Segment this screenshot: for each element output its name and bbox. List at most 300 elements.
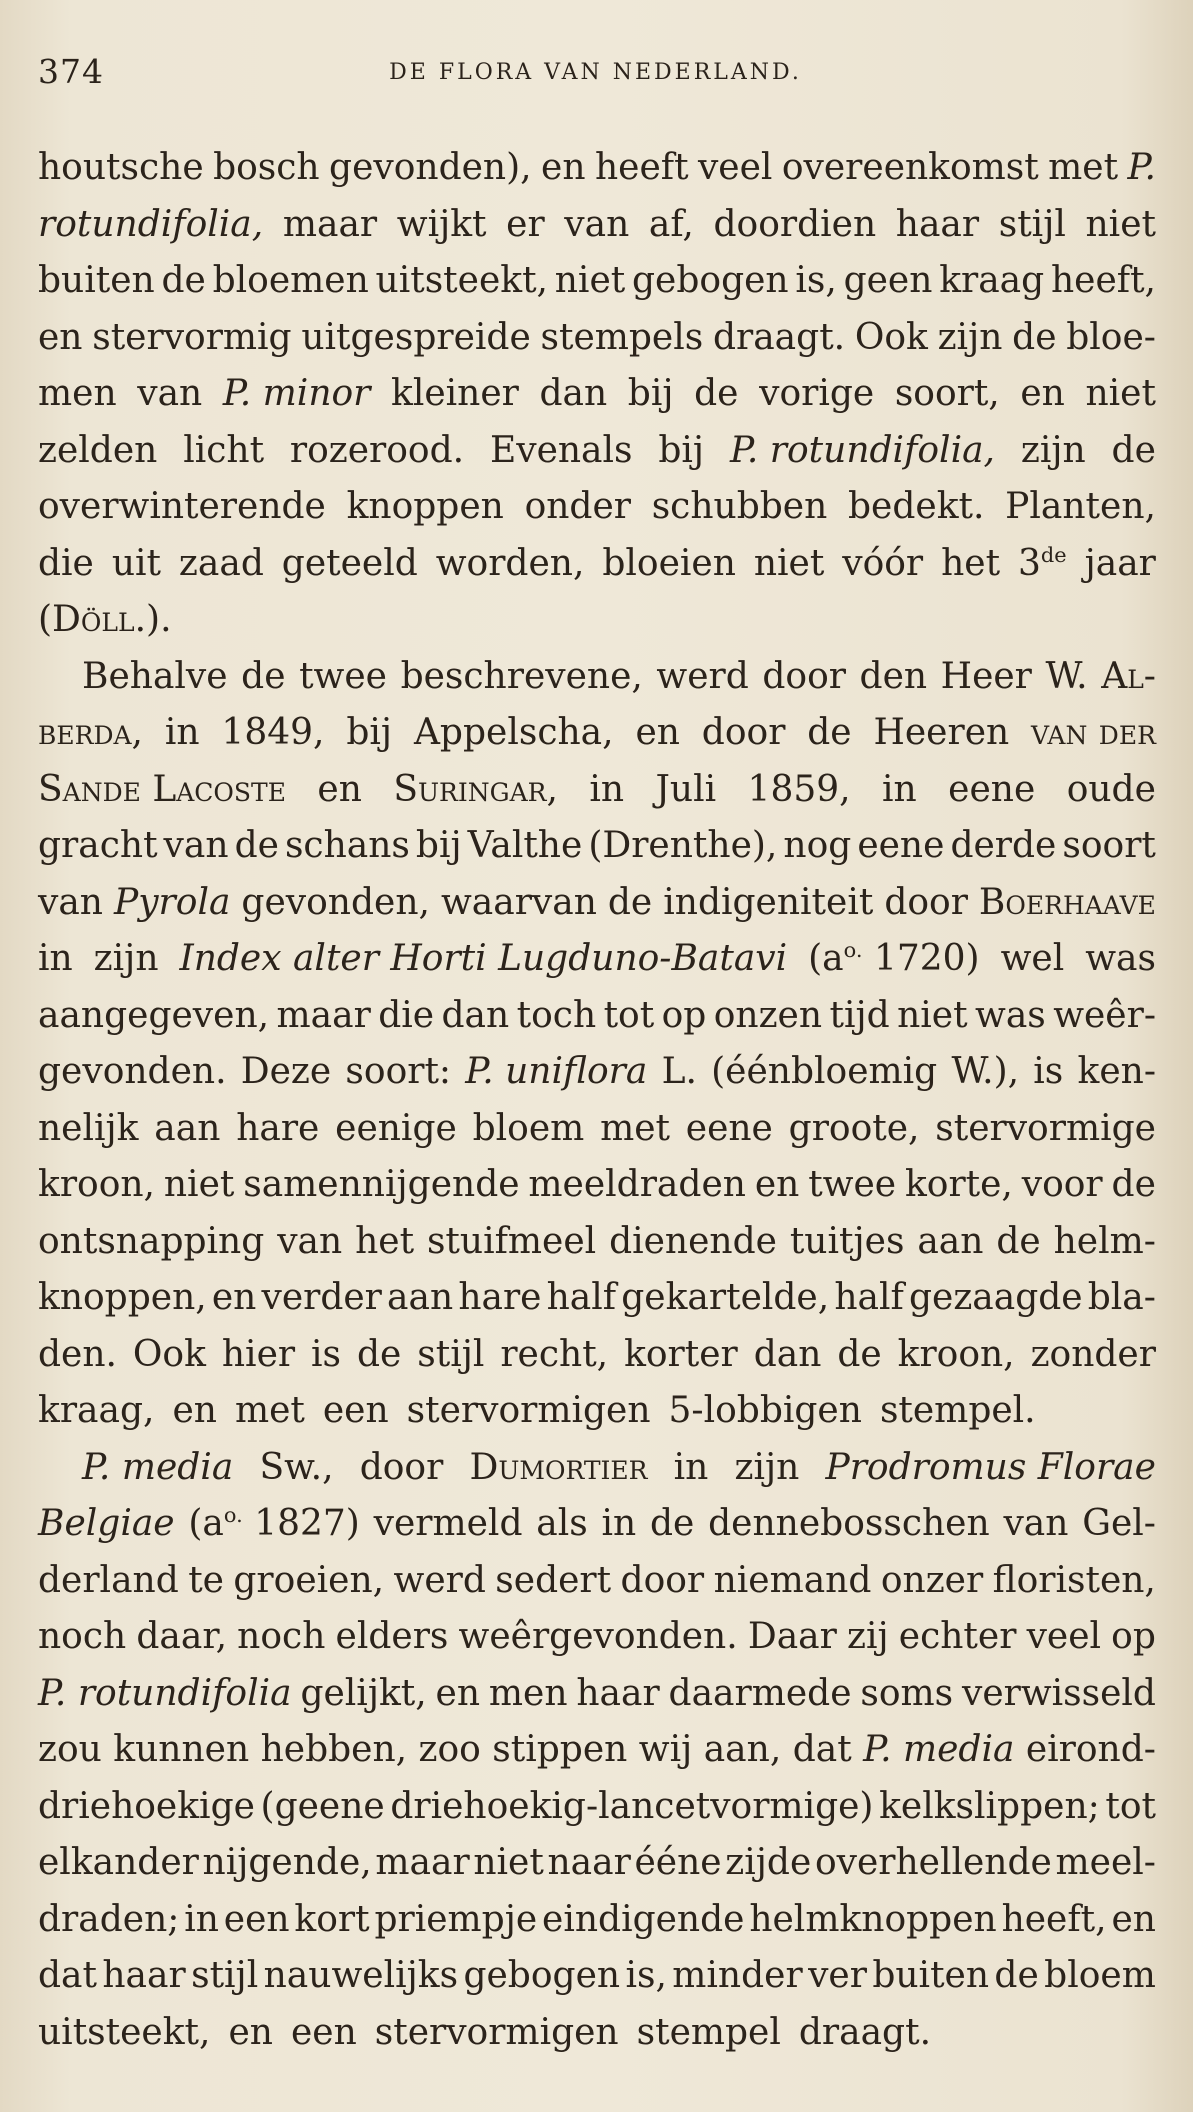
- word: de: [356, 1333, 402, 1375]
- word: niet: [753, 542, 825, 584]
- text-line: [38, 1779, 1156, 1836]
- text-line: [38, 1948, 1156, 2005]
- word: sedert: [495, 1559, 612, 1601]
- word: knoppen: [346, 486, 504, 527]
- word: weêr-: [1053, 994, 1156, 1036]
- word: gevonden,: [241, 881, 430, 923]
- text-line: [38, 988, 1156, 1045]
- word: veel: [697, 147, 773, 188]
- word: dan: [539, 373, 608, 414]
- word: maar: [276, 994, 371, 1036]
- word: den: [859, 655, 928, 697]
- word: daar,: [136, 1616, 228, 1657]
- word: Juli: [655, 768, 717, 810]
- word: de: [1111, 429, 1156, 471]
- word: ver: [808, 1955, 867, 1996]
- word: is,: [795, 260, 837, 301]
- word: beschrevene,: [400, 655, 643, 697]
- word: zij: [846, 1616, 889, 1657]
- word: priempje: [374, 1898, 538, 1940]
- text-line: [38, 1044, 1156, 1101]
- word: bloe-: [1066, 316, 1156, 358]
- word: Heeren: [873, 712, 1010, 753]
- word: eirond-: [1025, 1729, 1156, 1770]
- word: eene: [685, 1107, 773, 1149]
- word: er: [506, 203, 545, 245]
- word: te: [188, 1559, 224, 1601]
- word: ken-: [1077, 1051, 1156, 1092]
- word: P. minor: [222, 373, 371, 414]
- word: meel-: [1055, 1842, 1156, 1883]
- text-line: [38, 1666, 1156, 1723]
- word: bedekt.: [848, 486, 985, 527]
- word: driehoekige: [38, 1785, 255, 1827]
- word: L.: [661, 1051, 697, 1092]
- word: derland: [38, 1559, 179, 1601]
- text-line: [38, 479, 1156, 536]
- word: voor: [1021, 1164, 1103, 1205]
- text-line: [38, 140, 1156, 197]
- word: door: [620, 1559, 705, 1601]
- word: stippen: [492, 1729, 628, 1770]
- word: zaad: [178, 542, 264, 584]
- word: veel: [1026, 1616, 1102, 1657]
- word: Dumortier: [469, 1446, 648, 1488]
- word: niet: [1085, 203, 1156, 245]
- word: berda,: [38, 712, 143, 753]
- word: Suringar,: [393, 768, 558, 810]
- word: maar: [375, 1842, 470, 1883]
- word: in: [164, 712, 200, 753]
- text-line: [38, 423, 1156, 480]
- word: in: [184, 1898, 219, 1940]
- word: Ook: [132, 1333, 206, 1375]
- word: rozerood.: [289, 429, 465, 471]
- word: onzen: [713, 994, 823, 1036]
- word: vóór: [842, 542, 924, 584]
- word: kort: [294, 1898, 370, 1940]
- word: noch: [38, 1616, 127, 1657]
- word: worden,: [435, 542, 585, 584]
- word: waarvan: [440, 881, 597, 923]
- word: gebogen: [632, 260, 789, 301]
- word: in: [673, 1446, 709, 1488]
- word: en: [211, 1277, 257, 1318]
- word: nauwelijks: [263, 1955, 459, 1996]
- word: groeien,: [233, 1559, 385, 1601]
- word: overhellende: [814, 1842, 1052, 1883]
- text-line: [38, 1553, 1156, 1610]
- word: en: [38, 316, 83, 358]
- word: driehoekig-lancetvormige): [390, 1785, 874, 1827]
- word: nelijk: [38, 1107, 139, 1149]
- word: stervormigen: [406, 1390, 651, 1431]
- word: nog: [783, 825, 852, 866]
- text-line: [38, 818, 1156, 875]
- text-line: [38, 931, 1156, 988]
- word: geen: [843, 260, 933, 301]
- word: een: [223, 1898, 290, 1940]
- word: door: [884, 881, 968, 923]
- word: kraag,: [38, 1390, 155, 1431]
- word: weêrgevonden.: [458, 1616, 738, 1657]
- word: Boerhaave: [978, 881, 1156, 923]
- word: kunnen: [113, 1729, 250, 1770]
- word: de: [234, 825, 279, 866]
- word: maar: [282, 203, 378, 245]
- word: Sande Lacoste: [38, 768, 286, 810]
- word: de: [161, 260, 206, 301]
- word: als: [536, 1503, 588, 1544]
- word: de: [996, 1220, 1041, 1262]
- word: eindigende: [542, 1898, 745, 1940]
- text-line: [38, 649, 1156, 706]
- word: dan: [441, 994, 510, 1036]
- text-line: [38, 1609, 1156, 1666]
- word: de: [694, 373, 739, 414]
- word: Behalve: [82, 655, 228, 697]
- word: zijn: [93, 938, 159, 979]
- word: niet: [473, 1842, 544, 1883]
- word: het: [355, 1220, 415, 1262]
- word: tot: [1105, 1785, 1156, 1827]
- word: (Döll.).: [38, 599, 172, 640]
- word: twee: [808, 1164, 897, 1205]
- word: jaar: [1084, 542, 1156, 584]
- word: de: [650, 1503, 695, 1544]
- word: van: [137, 373, 203, 414]
- word: stervormige: [935, 1107, 1156, 1149]
- word: zelden: [38, 429, 158, 471]
- word: echter: [898, 1616, 1017, 1657]
- word: van: [38, 881, 103, 923]
- word: helm-: [1053, 1220, 1156, 1262]
- word: van: [163, 825, 229, 866]
- word: een: [322, 1390, 389, 1431]
- word: Planten,: [1005, 486, 1156, 527]
- word: recht,: [500, 1333, 609, 1375]
- word: de: [807, 712, 852, 753]
- word: toch: [516, 994, 597, 1036]
- word: gekartelde,: [621, 1277, 830, 1318]
- word: eene: [948, 768, 1036, 810]
- word: P. media: [82, 1446, 234, 1488]
- word: daarmede: [668, 1672, 852, 1714]
- word: bloem: [472, 1107, 585, 1149]
- word: knoppen,: [38, 1277, 207, 1318]
- word: zijn: [734, 1446, 800, 1488]
- word: soms: [860, 1672, 954, 1714]
- word: stempels: [540, 316, 704, 358]
- word: de: [1111, 1164, 1156, 1205]
- text-line: [38, 1892, 1156, 1949]
- word: is: [311, 1333, 342, 1375]
- word: soort:: [345, 1051, 452, 1092]
- word: niet: [1085, 373, 1156, 414]
- text-line: [38, 705, 1156, 762]
- word: Belgiae: [38, 1503, 175, 1544]
- word: heeft,: [1001, 1898, 1107, 1940]
- word: en: [172, 1390, 217, 1431]
- word: gelijkt,: [300, 1672, 427, 1714]
- word: uitsteekt,: [375, 260, 548, 301]
- word: bij: [627, 373, 674, 414]
- word: indigeniteit: [663, 881, 874, 923]
- word: haar: [576, 1672, 660, 1714]
- word: ($a^{o.}$ 1827): [188, 1503, 360, 1544]
- word: elders: [335, 1616, 449, 1657]
- text-line: [38, 1327, 1156, 1384]
- word: eene: [857, 825, 945, 866]
- word: in: [882, 768, 917, 810]
- word: gracht: [38, 825, 158, 866]
- word: Appelscha,: [413, 712, 614, 753]
- word: men: [38, 373, 117, 414]
- word: de: [241, 655, 286, 697]
- word: van der: [1031, 712, 1156, 753]
- word: kraag: [939, 260, 1045, 301]
- word: soort: [1062, 825, 1156, 866]
- word: aangegeven,: [38, 994, 270, 1036]
- word: stempel: [636, 2011, 781, 2053]
- word: het: [941, 542, 1001, 584]
- word: en: [1111, 1898, 1156, 1940]
- word: stijl: [998, 203, 1066, 245]
- word: heeft,: [1050, 260, 1156, 301]
- word: in: [38, 938, 73, 979]
- word: 1849,: [221, 712, 325, 753]
- text-line: [38, 2005, 1156, 2062]
- word: uitgespreide: [301, 316, 531, 358]
- text-line: [38, 1270, 1156, 1327]
- word: stempel.: [879, 1390, 1036, 1431]
- word: vermeld: [373, 1503, 523, 1544]
- word: af,: [648, 203, 694, 245]
- word: stijl: [191, 1955, 259, 1996]
- word: buiten: [872, 1955, 990, 1996]
- word: van: [277, 1220, 343, 1262]
- word: zijde: [725, 1842, 812, 1883]
- word: samennijgende: [243, 1164, 520, 1205]
- text-line: [38, 1722, 1156, 1779]
- word: (Drenthe),: [588, 825, 778, 866]
- word: verwisseld: [961, 1672, 1156, 1714]
- word: W.),: [951, 1051, 1020, 1092]
- word: kroon,: [897, 1333, 1015, 1375]
- word: en: [1020, 373, 1065, 414]
- word: die: [378, 994, 435, 1036]
- word: Gel-: [1082, 1503, 1156, 1544]
- text-line: [38, 310, 1156, 367]
- word: stervormigen: [374, 2011, 619, 2053]
- word: en: [635, 712, 680, 753]
- word: dienende: [609, 1220, 777, 1262]
- word: oude: [1066, 768, 1156, 810]
- word: aan: [154, 1107, 221, 1149]
- word: 5-lobbigen: [668, 1390, 862, 1431]
- word: is,: [625, 1955, 667, 1996]
- word: gevonden.: [38, 1051, 227, 1092]
- word: derde: [950, 825, 1057, 866]
- word: de: [837, 1333, 882, 1375]
- word: hare: [236, 1107, 320, 1149]
- word: dennebosschen: [708, 1503, 990, 1544]
- word: bloeien: [602, 542, 736, 584]
- word: floristen,: [992, 1559, 1156, 1601]
- word: kroon,: [38, 1164, 155, 1205]
- word: de: [994, 1955, 1039, 1996]
- word: de: [607, 881, 653, 923]
- text-line: [38, 1157, 1156, 1214]
- word: half: [546, 1277, 617, 1318]
- word: twee: [299, 655, 387, 697]
- text-line: [38, 536, 1156, 593]
- word: van: [1003, 1503, 1069, 1544]
- text-line: [38, 253, 1156, 310]
- word: wij: [638, 1729, 693, 1770]
- word: minder: [672, 1955, 803, 1996]
- word: Pyrola: [114, 881, 231, 923]
- word: heeft: [594, 147, 689, 188]
- word: 3de: [1018, 542, 1067, 584]
- word: stijl: [417, 1333, 485, 1375]
- word: uit: [111, 542, 161, 584]
- word: P.: [1127, 147, 1156, 188]
- word: bloem: [1044, 1955, 1156, 1996]
- word: en: [228, 2011, 273, 2053]
- word: met: [234, 1390, 305, 1431]
- text-line: [38, 366, 1156, 423]
- page-number: 374: [38, 52, 104, 91]
- word: elkander: [38, 1842, 199, 1883]
- word: Ook: [854, 316, 928, 358]
- word: soort,: [894, 373, 1000, 414]
- word: stervormig: [92, 316, 292, 358]
- word: en: [541, 147, 586, 188]
- word: uitsteekt,: [38, 2011, 211, 2053]
- word: ééne: [634, 1842, 722, 1883]
- word: niet: [554, 260, 626, 301]
- word: groote,: [788, 1107, 920, 1149]
- word: Index alter Horti Lugduno-Batavi: [179, 938, 788, 979]
- word: gevonden),: [329, 147, 532, 188]
- word: buiten: [38, 260, 155, 301]
- word: zijn: [1020, 429, 1086, 471]
- word: dat: [792, 1729, 852, 1770]
- text-line: [38, 1214, 1156, 1271]
- word: en: [754, 1164, 800, 1205]
- word: is: [1033, 1051, 1064, 1092]
- word: op: [1111, 1616, 1156, 1657]
- word: hebben,: [260, 1729, 408, 1770]
- text-line: [38, 1496, 1156, 1553]
- word: zonder: [1030, 1333, 1156, 1375]
- word: gebogen: [463, 1955, 621, 1996]
- word: die: [38, 542, 94, 584]
- text-line: [38, 1835, 1156, 1892]
- word: een: [290, 2011, 357, 2053]
- word: bij: [415, 825, 462, 866]
- word: bla-: [1087, 1277, 1156, 1318]
- word: Daar: [747, 1616, 837, 1657]
- word: Deze: [240, 1051, 332, 1092]
- word: hier: [221, 1333, 296, 1375]
- word: Valthe: [467, 825, 583, 866]
- word: van: [564, 203, 630, 245]
- word: korter: [624, 1333, 738, 1375]
- word: men: [488, 1672, 568, 1714]
- word: hare: [458, 1277, 542, 1318]
- word: niet: [897, 994, 968, 1036]
- text-line: [38, 875, 1156, 932]
- word: P. rotundifolia: [38, 1672, 292, 1714]
- word: den.: [38, 1333, 117, 1375]
- word: door: [762, 655, 846, 697]
- word: houtsche: [38, 147, 204, 188]
- text-line: [38, 197, 1156, 254]
- word: onzer: [880, 1559, 984, 1601]
- word: bij: [346, 712, 393, 753]
- word: meeldraden: [528, 1164, 746, 1205]
- word: Prodromus Florae: [825, 1446, 1156, 1488]
- running-title: DE FLORA VAN NEDERLAND.: [389, 60, 802, 85]
- word: draden;: [38, 1898, 180, 1940]
- word: W.: [1045, 655, 1088, 697]
- text-line: [38, 1101, 1156, 1158]
- text-line: [38, 1440, 1156, 1497]
- word: werd: [393, 1559, 486, 1601]
- word: schans: [284, 825, 410, 866]
- word: was: [1085, 938, 1156, 979]
- word: nijgende,: [202, 1842, 372, 1883]
- word: en: [435, 1672, 481, 1714]
- word: vorige: [759, 373, 875, 414]
- word: half: [834, 1277, 904, 1318]
- text-line: [38, 1383, 1156, 1440]
- word: draagt.: [798, 2011, 932, 2053]
- word: noch: [237, 1616, 326, 1657]
- word: op: [661, 994, 707, 1036]
- word: Evenals: [489, 429, 633, 471]
- word: en: [317, 768, 362, 810]
- page-header: [38, 52, 1153, 102]
- word: helmknoppen: [749, 1898, 997, 1940]
- word: overwinterende: [38, 486, 326, 527]
- word: tijd: [829, 994, 890, 1036]
- word: ($a^{o.}$ 1720): [808, 938, 980, 979]
- word: Heer: [940, 655, 1032, 697]
- word: zijn: [937, 316, 1003, 358]
- word: aan: [387, 1277, 454, 1318]
- word: licht: [183, 429, 265, 471]
- word: bosch: [213, 147, 320, 188]
- word: in: [601, 1503, 637, 1544]
- word: wel: [1000, 938, 1065, 979]
- word: in: [589, 768, 625, 810]
- word: door: [359, 1446, 444, 1488]
- word: dan: [753, 1333, 822, 1375]
- word: bij: [658, 429, 705, 471]
- word: eenige: [335, 1107, 457, 1149]
- word: P. rotundifolia,: [729, 429, 995, 471]
- word: 1859,: [747, 768, 851, 810]
- word: niet: [163, 1164, 235, 1205]
- word: ontsnapping: [38, 1220, 265, 1262]
- word: rotundifolia,: [38, 203, 264, 245]
- word: geteeld: [281, 542, 418, 584]
- word: verder: [261, 1277, 382, 1318]
- word: tot: [603, 994, 655, 1036]
